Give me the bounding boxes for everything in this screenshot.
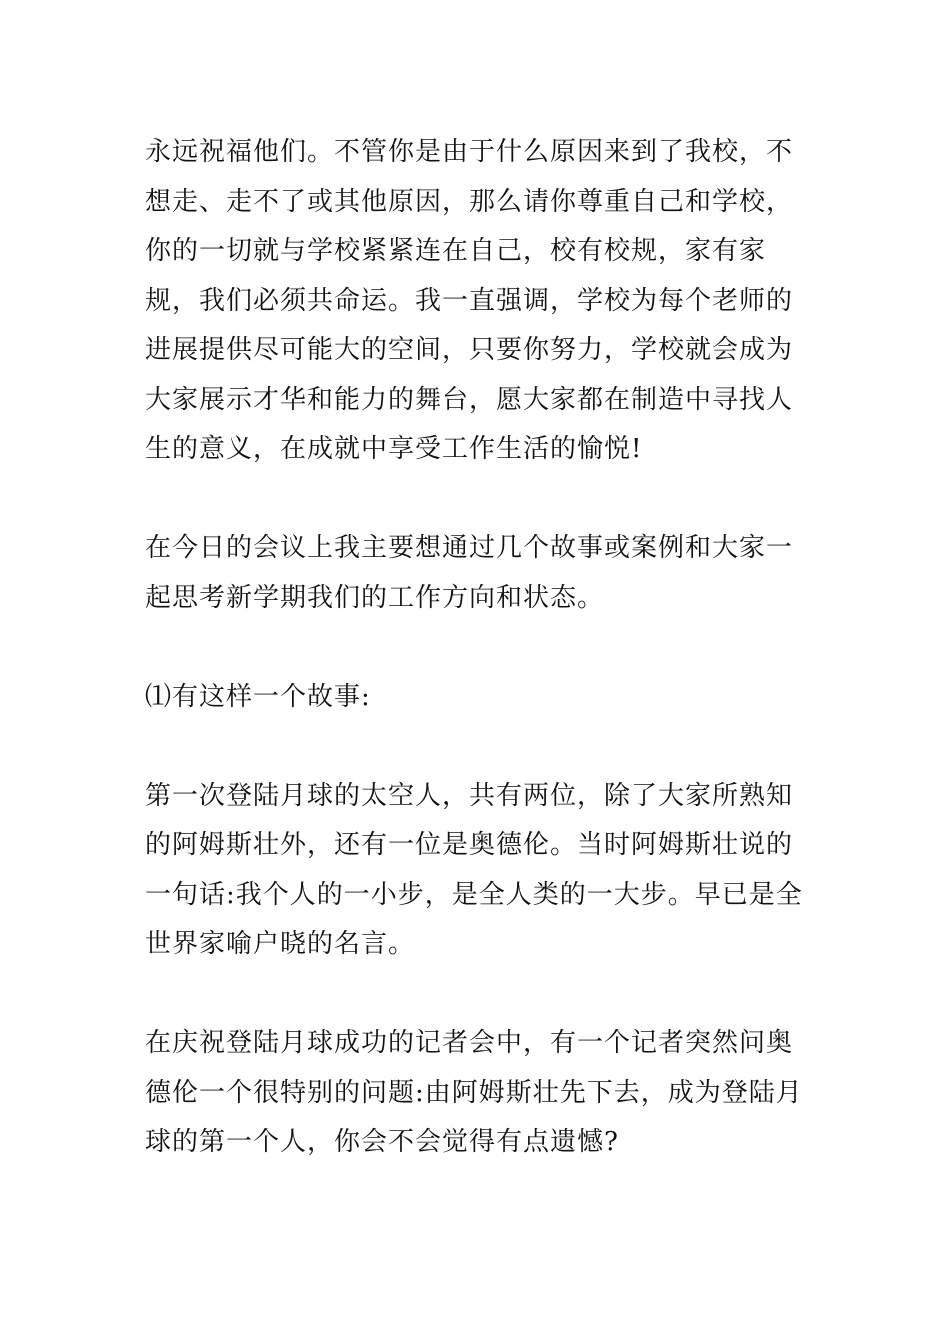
document-body [145,128,810,1217]
paragraph: 第一次登陆月球的太空人，共有两位，除了大家所熟知的阿姆斯壮外，还有一位是奥德伦。当时阿姆斯壮说的一句话:我个人的一小步，是全人类的一大步。早已是全世界家喻户晓的名言。 [145,780,803,959]
paragraph: 在庆祝登陆月球成功的记者会中，有一个记者突然问奥德伦一个很特别的问题:由阿姆斯壮先下去，成为登陆月球的第一个人，你会不会觉得有点遗憾? [145,1028,803,1157]
paragraph: ⑴有这样一个故事: [145,681,371,712]
paragraph: 在今日的会议上我主要想通过几个故事或案例和大家一起思考新学期我们的工作方向和状态。 [145,533,794,613]
paragraph: 永远祝福他们。不管你是由于什么原因来到了我校，不想走、走不了或其他原因，那么请你尊重自己和学校，你的一切就与学校紧紧连在自己，校有校规，家有家规，我们必须共命运。我一直强调，学校为每个老师的进展提供尽可能大的空间，只要你努力，学校就会成为大家展示才华和能力的舞台，愿大家都在制造中寻找人生的意义，在成就中享受工作生活的愉悦! [145,137,794,464]
